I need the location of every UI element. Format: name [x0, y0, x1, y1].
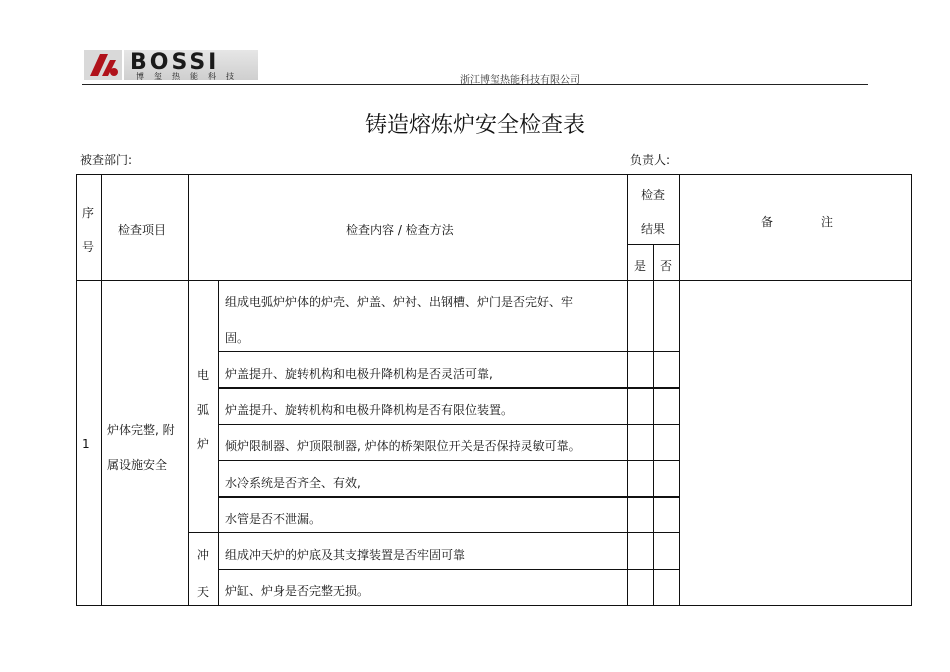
- owner-label: 负责人:: [630, 153, 671, 167]
- check-line-1: 组成电弧炉炉体的炉壳、炉盖、炉衬、出钢槽、炉门是否完好、牢: [225, 295, 574, 309]
- group2-char-2: 天: [197, 585, 210, 599]
- head-yes: 是: [634, 259, 647, 273]
- group2-char-1: 冲: [197, 548, 210, 562]
- row-line-2: [218, 387, 680, 389]
- table-border-bottom: [76, 605, 912, 606]
- head-result-b: 结果: [641, 222, 666, 236]
- row1-seq: 1: [82, 437, 90, 451]
- head-no: 否: [660, 259, 673, 273]
- table-header-bottom: [76, 280, 912, 281]
- row-line-5: [218, 496, 680, 498]
- row-line-4: [218, 460, 680, 461]
- col-sep-seq: [101, 174, 102, 606]
- head-remark-b: 注: [821, 215, 834, 229]
- head-seq-a: 序: [82, 206, 95, 220]
- table-border-left: [76, 174, 77, 606]
- col-sep-yes-no: [653, 244, 654, 606]
- check-line-6: 水冷系统是否齐全、有效,: [225, 476, 361, 490]
- col-sep-group: [218, 280, 219, 606]
- col-sep-result: [679, 174, 680, 606]
- col-sep-content: [627, 174, 628, 606]
- dept-label: 被查部门:: [80, 153, 133, 167]
- logo-text: BOSSI: [130, 50, 220, 75]
- head-content: 检查内容 / 检查方法: [346, 223, 454, 237]
- head-item: 检查项目: [118, 223, 167, 237]
- header-rule: [82, 84, 868, 85]
- check-line-9: 炉缸、炉身是否完整无损。: [225, 584, 370, 598]
- result-sub-line: [627, 244, 680, 245]
- group1-char-2: 弧: [197, 403, 210, 417]
- check-line-3: 炉盖提升、旋转机构和电极升降机构是否灵活可靠,: [225, 367, 493, 381]
- check-line-2: 固。: [225, 331, 250, 345]
- row-line-7: [218, 569, 680, 570]
- head-result-a: 检查: [641, 188, 666, 202]
- row1-item-b: 属设施安全: [107, 458, 168, 472]
- logo-mark-icon: [84, 50, 122, 80]
- check-line-4: 炉盖提升、旋转机构和电极升降机构是否有限位装置。: [225, 403, 514, 417]
- row-line-3: [218, 424, 680, 425]
- logo-subtext: 博玺热能科技: [136, 72, 244, 81]
- row-line-6: [188, 532, 680, 533]
- table-border-top: [76, 174, 912, 175]
- head-remark-a: 备: [761, 215, 774, 229]
- col-sep-item: [188, 174, 189, 606]
- check-line-7: 水管是否不泄漏。: [225, 512, 322, 526]
- page-title: 铸造熔炼炉安全检查表: [364, 113, 585, 138]
- row1-item-a: 炉体完整, 附: [107, 423, 175, 437]
- head-seq-b: 号: [82, 240, 95, 254]
- check-line-5: 倾炉限制器、炉顶限制器, 炉体的桥架限位开关是否保持灵敏可靠。: [225, 439, 581, 453]
- table-border-right: [911, 174, 912, 606]
- group1-char-1: 电: [197, 368, 210, 382]
- group1-char-3: 炉: [197, 437, 210, 451]
- company-name: 浙江博玺热能科技有限公司: [460, 75, 580, 86]
- check-line-8: 组成冲天炉的炉底及其支撑装置是否牢固可靠: [225, 548, 466, 562]
- row-line-1: [218, 351, 680, 352]
